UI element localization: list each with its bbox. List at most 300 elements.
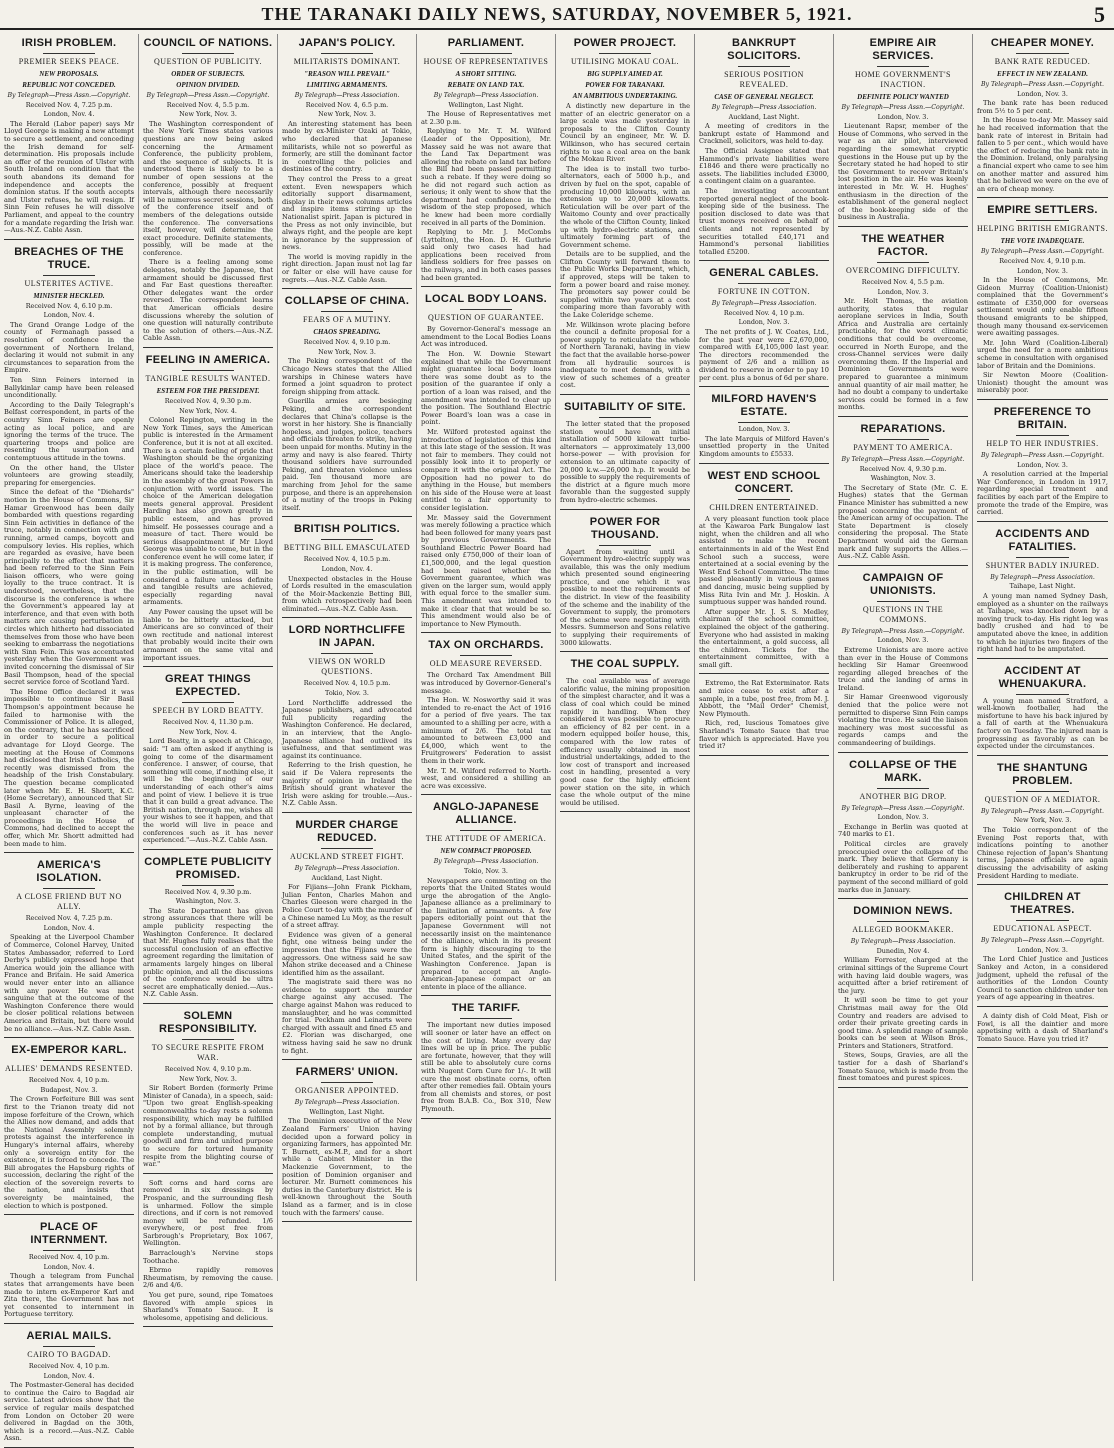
article-subhead: AN AMBITIOUS UNDERTAKING. xyxy=(572,92,678,100)
article-received: Received Nov. 4, 10.5 p.m. xyxy=(303,555,391,564)
article xyxy=(699,470,829,675)
headline-rule xyxy=(1016,557,1068,558)
article-subhead: EFFECT IN NEW ZEALAND. xyxy=(997,70,1088,78)
article xyxy=(838,572,968,753)
article-byline: By Telegraph—Press Association. xyxy=(294,1099,400,1107)
headline-rule xyxy=(738,66,790,67)
article-byline: By Telegraph—Press Assn.—Copyright. xyxy=(841,456,965,463)
article-dateline: London, Nov. 3. xyxy=(877,287,929,296)
article-paragraph: The Hon. W. Downie Stewart explained that while the Government might guarantee local body loans there was some doubt as to the position of the guarantee if only a portion of a loan was raised, and the amendment was intended to clear up the position. The Southland Electric Power Board's loan was a case in point. xyxy=(421,350,551,427)
article-headline: EX-EMPEROR KARL. xyxy=(11,1044,127,1057)
article-divider xyxy=(838,1087,968,1088)
article-paragraph: The world is moving rapidly in the right direction. Japan must not lag far or falter or else will have cause for regrets.—Aus.-N.Z. Cable Assn. xyxy=(282,252,412,284)
article-paragraph: The Peking correspondent of the Chicago News states that the Allied warships in Chinese waters have formed a joint squadron to protect foreign shipping from attack. xyxy=(282,357,412,396)
headline-rule xyxy=(877,788,929,789)
article-paragraph: The investigating accountant reported general neglect of the book-keeping side of the business. The position disclosed to date was that trust moneys received on behalf of clients and not represented by securities totalled £40,171 and Hammond's personal liabilities totalled £5200. xyxy=(699,186,829,256)
article xyxy=(282,1066,412,1222)
article-subhead: MILITARISTS DOMINANT. xyxy=(293,57,401,66)
article-subhead: FEARS OF A MUTINY. xyxy=(303,315,391,325)
article xyxy=(838,759,968,900)
article-headline: ACCIDENT AT WHENUAKURA. xyxy=(998,664,1087,690)
article-paragraph: Lord Northcliffe addressed the Japanese publishers, and advocated full publicity regarding the Washington Conference. He declared, in an interview, that the Anglo-Japanese alliance had outlived its usefulness, and that sentiment was against its continuance. xyxy=(282,698,412,760)
article-divider xyxy=(421,286,551,287)
article-paragraph: The Herald (Labor paper) says Mr Lloyd George is making a new attempt to secure a settlement, and conceding the Irish demand for self-determination. His proposals include an offer of the reunion of Ulster with South Ireland on condition that the south abandons its demand for independence and accepts the dominion status. If the south accepts and Ulster refuses, he will resign. If Sinn Fein refuses he will dissolve Parliament, and appeal to the country for a mandate regarding the Irish war.—Aus.-N.Z. Cable Assn. xyxy=(4,119,134,235)
article-subhead: PREMIER SEEKS PEACE. xyxy=(18,57,120,66)
article-paragraph: Mr. Wilkinson wrote placing before the council a definite proposal for a power supply to reticulate the whole of Northern Taranaki, having in view the fact that the available horse-power from all hydraulic sources is inadequate to meet demands, with a view of such schemes of a greater cost. xyxy=(560,320,691,390)
article-headline: FEELING IN AMERICA. xyxy=(145,354,271,366)
article-received: Received Nov. 4, 11.30 p.m. xyxy=(162,718,254,727)
article-headline: BRITISH POLITICS. xyxy=(294,523,400,536)
headline-rule xyxy=(321,311,373,312)
article-paragraph: By Governor-General's message an amendment to the Local Bodies Loans Act was introduced. xyxy=(421,325,551,349)
article-paragraph: Replying to Mr. J. McCombs (Lyttelton), the Hon. D. H. Guthrie said only two cases had had applications been received from landless soldiers for free passes on the railways, and in both cases passes had been granted. xyxy=(421,228,551,282)
article-headline: AERIAL MAILS. xyxy=(26,1330,112,1342)
article-paragraph: Speaking at the Liverpool Chamber of Commerce, Colonel Harvey, United States Ambassador, referred to Lord Derby's publicly expressed hope that America would join the alliance with France and Britain. He said America would never enter into an alliance with any power. He was most sanguine that at the outcome of the Washington Conference there would be closer political relations between America and Britain, but there would be no alliance.—Aus.-N.Z. Cable Assn. xyxy=(4,933,134,1033)
article-received: Received Nov. 4, 5.5 p.m. xyxy=(861,277,945,286)
headline-rule xyxy=(43,1250,95,1251)
article-subhead: "REASON WILL PREVAIL" xyxy=(304,70,390,78)
article-paragraph: A very pleasant function took place at the Kawaroa Park Bungalow last night, when the children and all who assisted to make the recent entertainments in aid of the West End School such a success, were entertained at a social evening by the West End School Committee. The time passed pleasantly in various games and dancing, music being supplied by Miss Rita Ivin and Mr. J. Hoskin. A sumptuous supper was handed round. xyxy=(699,514,829,607)
article-paragraph: You get pure, sound, ripe Tomatoes flavored with ample spices in Sharland's Tomato Sauce. It is wholesome, appetising and delicious. xyxy=(143,1291,273,1322)
article-headline: CHEAPER MONEY. xyxy=(990,37,1095,49)
article-divider xyxy=(282,516,412,517)
article-dateline: Auckland, Last Night. xyxy=(728,112,800,121)
article-divider xyxy=(838,416,968,417)
article xyxy=(4,1044,134,1215)
article-subhead: ULSTERITES ACTIVE. xyxy=(24,278,114,288)
headline-rule xyxy=(43,1060,95,1061)
article-paragraph: Colonel Repington, writing in the New York Times, says the American public is interested in the Armament Conference, but it is not at all excited. There is a certain feeling of pride that Washington should be the organizing place of the world's peace. The Americans should take the leadership in the assembly of the great Powers in conjunction with world issues. The choice of the American delegation meets general approval. President Harding has also grown greatly in public esteem, and has proved himself. He possesses courage and a measure of tact. There would be serious disappointment if Mr Lloyd George was unable to come, but in the conference event he will come later, if it is making progress. The conference, in the public estimation, will be considered a failure unless definite and tangible results are achieved, especially regarding naval armaments. xyxy=(143,416,273,607)
article xyxy=(143,1180,273,1328)
article-divider xyxy=(977,399,1108,400)
article-paragraph: Any Power causing the upset will be liable to be bitterly attacked, but Americans are so convinced of their own rectitude and national interest that probably would incite their own armament on the same vital and important issues. xyxy=(143,608,273,662)
column-7 xyxy=(834,34,973,1281)
article-divider xyxy=(560,509,690,510)
article xyxy=(699,393,829,463)
headline-rule xyxy=(43,888,95,889)
article-divider xyxy=(560,651,690,652)
article xyxy=(282,295,412,517)
page-number: 5 xyxy=(1094,2,1106,27)
article-dateline: London, Nov. 3. xyxy=(877,636,929,645)
article-subhead: SHUNTER BADLY INJURED. xyxy=(985,560,1100,570)
article-paragraph: The Postmaster-General has decided to continue the Cairo to Bagdad air service. Latest advices show that the service of regular mails despatched from London on October 20 were delivered in Bagdad on the 30th, which is a record.—Aus.-N.Z. Cable Assn. xyxy=(4,1381,134,1443)
headline-rule xyxy=(599,674,651,675)
article-subhead: POWER FOR TARANAKI. xyxy=(585,81,665,89)
article-paragraph: Rich, red, luscious Tomatoes give Sharland's Tomato Sauce that true flavor which is appreciated. Have you tried it? xyxy=(699,719,829,751)
article-byline: By Telegraph—Press Association. xyxy=(990,573,1095,581)
headline-rule xyxy=(877,66,929,67)
article-paragraph: The important new duties imposed will sooner or later have an effect on the cost of living. Many every day lines will be up in price. The public are fortunate, however, that they will still be able to absolutely cure corns with Nugent Corn Cure for 1/-. It will cure the most obstinate corns, often after other remedies fail. Obtain yours from all chemists and stores, or post free from B.A.B. Co., Box 310, New Plymouth. xyxy=(421,1021,551,1113)
article-headline: BREACHES OF THE TRUCE. xyxy=(14,245,124,271)
article-dateline: London, Nov. 3. xyxy=(1017,945,1068,954)
article-subhead: SPEECH BY LORD BEATTY. xyxy=(152,706,264,716)
article-divider xyxy=(282,1221,412,1222)
article-paragraph: The bank rate has been reduced from 5½ to 5 per cent. xyxy=(977,99,1108,115)
column-5 xyxy=(556,34,695,1281)
article-divider xyxy=(282,1059,412,1060)
article-subhead: OLD MEASURE REVERSED. xyxy=(429,659,543,669)
article-dateline: Dunedin, Nov 4. xyxy=(876,946,930,955)
article-paragraph: A dainty dish of Cold Meat, Fish or Fowl, is all the daintier and more appetising with a dash of Sharland's Tomato Sauce. Have you tried it? xyxy=(977,1011,1108,1043)
article-divider xyxy=(4,1214,134,1215)
article-dateline: London, Nov. 3. xyxy=(738,425,790,434)
article-dateline: London, Nov. 3. xyxy=(1017,460,1068,469)
article-headline: THE TARIFF. xyxy=(451,1002,521,1015)
article-headline: GREAT THINGS EXPECTED. xyxy=(165,673,251,699)
article-received: Received Nov. 4, 10 p.m. xyxy=(28,1362,110,1370)
article-byline: By Telegraph—Press Association. xyxy=(433,858,539,866)
article-paragraph: Ten Sinn Feiners interned in Ballykinlar camp have been released unconditionally. xyxy=(4,376,134,400)
article-divider xyxy=(421,995,551,996)
headline-rule xyxy=(182,53,234,54)
article-byline: By Telegraph—Press Association. xyxy=(850,938,956,946)
article-headline: POWER PROJECT. xyxy=(573,37,677,49)
article-received: Received Nov. 4, 10 p.m. xyxy=(28,1253,110,1262)
article-dateline: New York, Nov. 4. xyxy=(179,727,237,736)
article-paragraph: They control the Press to a great extent. Even newspapers which editorially support disarmament, display in their news columns articles and inspire items stirring up the Nationalist spirit. Japan is pictured in the Press as not only invincible, but always right, and the people are kept in ignorance by the suppression of news. xyxy=(282,174,412,252)
article xyxy=(4,859,134,1038)
article-headline: WEST END SCHOOL CONCERT. xyxy=(707,469,821,495)
article-headline: THE WEATHER FACTOR. xyxy=(861,232,945,258)
article xyxy=(4,1221,134,1324)
article xyxy=(421,1002,551,1118)
article-received: Received Nov. 4, 7.25 p.m. xyxy=(25,914,113,923)
headline-rule xyxy=(1016,694,1068,695)
article-divider xyxy=(282,288,412,289)
article-paragraph: The Dominion executive of the New Zealand Farmers' Union having decided upon a forward policy in organizing farmers, has appointed Mr. T. Burnett, ex-M.P., and for a short while a Cabinet Minister in the Mackenzie Government, to the position of Dominion organiser and lecturer. Mr. Burnett commences his duties in the Canterbury district. He is well-known throughout the South Island as a farmer, and is in close touch with the farmers' cause. xyxy=(282,1117,412,1217)
article-dateline: Taihape, Last Night. xyxy=(1009,582,1076,591)
article-subhead: HOUSE OF REPRESENTATIVES xyxy=(423,57,549,66)
article-byline: By Telegraph—Press Assn.—Copyright. xyxy=(7,92,131,99)
article-received: Received Nov. 4, 10 p.m. xyxy=(28,1076,110,1085)
article-divider xyxy=(977,884,1108,885)
headline-rule xyxy=(738,499,790,500)
article-headline: COLLAPSE OF CHINA. xyxy=(284,295,410,308)
article-received: Received Nov. 4, 5.5 p.m. xyxy=(166,100,250,109)
article-subhead: A CLOSE FRIEND BUT NO ALLY. xyxy=(16,892,122,912)
article-paragraph: Mr. John Ward (Coalition-Liberal) urged the need for a more ambitious scheme in consultation with organised labor of Britain and the Dominions. xyxy=(977,338,1108,370)
article-subhead: MINISTER HECKLED. xyxy=(33,291,105,300)
column-4 xyxy=(417,34,556,1281)
headline-rule xyxy=(321,53,373,54)
article-divider xyxy=(143,666,273,667)
article-paragraph: Political circles are gravely preoccupied over the collapse of the mark. They believe that Germany is deliberately and rushing to apparent bankruptcy in order to be rid of the payment of the second milliard of gold marks due in January. xyxy=(838,840,968,894)
article-divider xyxy=(699,673,829,674)
article-headline: IRISH PROBLEM. xyxy=(21,37,117,49)
article-divider xyxy=(838,226,968,227)
article-divider xyxy=(977,1006,1108,1007)
article xyxy=(560,516,690,653)
article-headline: DOMINION NEWS. xyxy=(853,905,953,918)
article-paragraph: The late Marquis of Milford Haven's unsettled property in the United Kingdom amounts to £5533. xyxy=(699,434,829,458)
article-dateline: London, Nov. 4. xyxy=(321,564,373,573)
article-paragraph: Apart from waiting until a Government hydro-electric supply was available, this was the only medium which presented sound engineering practice, and one which it was possible to meet the requirements of the district. In view of the feasibility of the scheme and the inability of the Government to supply, the promoters of the scheme were negotiating with Messrs. Summerson and Sons relative to supplying their requirements of 3000 kilowatts. xyxy=(560,547,690,647)
headline-rule xyxy=(877,921,929,922)
article-paragraph: The Official Assignee stated that Hammond's private liabilities were £1846 and there were practically no assets. The liabilities included £3000, a contingent claim on a guarantee. xyxy=(699,146,829,186)
article xyxy=(4,37,134,240)
article-headline: AMERICA'S ISOLATION. xyxy=(36,859,102,885)
article-headline: LORD NORTHCLIFFE IN JAPAN. xyxy=(288,624,406,650)
article-subhead: TO SECURE RESPITE FROM WAR. xyxy=(151,1043,265,1062)
article-received: Received Nov. 4, 7.25 p.m. xyxy=(25,100,113,109)
article-divider xyxy=(282,812,412,813)
article-paragraph: Since the defeat of the "Diehards" motion in the House of Commons, Sir Hamar Greenwood has been daily bombarded with questions regarding Sinn Fein activities in defiance of the truce, notably in connection with gun running, armed camps, boycott and compulsory levies. His replies, which are regarded as evasive, have been principally to the effect that matters had been referred to the Sinn Fein liaison officers, who were going loyally to the truce contract. It is understood, nevertheless, that the discourse is the conference is where the Government's appeared lay at interference, and that even with both matters are causing perturbation in circles which hitherto had dissociated themselves from those who have been seeking to embarrass the negotiations with Sinn Fein. This was accentuated yesterday when the Government was invited concerning the dismissal of Sir Basil Thompson, head of the special secret service force of Scotland Yard. xyxy=(4,488,134,687)
article xyxy=(977,665,1108,756)
article-dateline: London, Nov. 4. xyxy=(43,311,95,320)
article-subhead: ANOTHER BIG DROP. xyxy=(859,791,947,801)
article-paragraph: The coal available was of average calorific value, the mining proposition of the simplest character, and it was a class of coal which could be mined rapidly in handling. When they considered it was possible to procure an efficiency of 82 per cent. in a modern equipped boiler house, this, compared with the low rates of efficiency usually obtained in most industrial undertakings, added to the low cost of transport and increased cost in handling, presented a very good case for the highly efficient power station on the site, in which case the whole output of the mine would be utilised. xyxy=(560,677,690,807)
article-dateline: Budapest, Nov. 3. xyxy=(40,1085,98,1094)
article xyxy=(560,37,690,395)
article xyxy=(838,905,968,1088)
article-subhead: A SHORT SITTING. xyxy=(455,70,517,78)
headline-rule xyxy=(460,655,512,656)
article-headline: BANKRUPT SOLICITORS. xyxy=(727,37,801,62)
article-subhead: DEFINITE POLICY WANTED xyxy=(857,93,949,101)
article-dateline: London, Nov. 4. xyxy=(43,923,95,932)
article-paragraph: In the House to-day Mr. Massey said he had received information that the bank rate of interest in Britain had fallen to 5 per cent., which would have the effect of reducing the bank rate in the Dominion. Ireland, only paralysing a financial expert who came to see him on another matter and assured him that he believed we were on the eve of an era of cheap money. xyxy=(977,116,1108,193)
article-divider xyxy=(838,898,968,899)
article-paragraph: After supper Mr. J. S. S. Medley, chairman of the school committee, explained the object of the gathering. Everyone who had assisted in making the entertainment, a gold success, all the children. Tickets for the entertainment committee, with a small gift. xyxy=(699,607,829,669)
article-headline: EMPIRE AIR SERVICES. xyxy=(869,37,937,62)
article-headline: JAPAN'S POLICY. xyxy=(298,37,396,49)
headline-rule xyxy=(43,1346,95,1347)
article-byline: By Telegraph—Press Association. xyxy=(433,92,539,99)
article-paragraph: Exchange in Berlin was quoted at 740 marks to £1. xyxy=(838,822,968,839)
article-headline: MILFORD HAVEN'S ESTATE. xyxy=(711,393,817,419)
article-divider xyxy=(143,347,273,348)
headline-rule xyxy=(182,702,234,703)
article-byline: By Telegraph—Press Association. xyxy=(711,104,817,111)
article xyxy=(977,406,1108,522)
article-headline: SUITABILITY OF SITE. xyxy=(564,400,686,413)
article-divider xyxy=(838,565,968,566)
article-paragraph: Extreme Unionists are more active than ever in the House of Commons heckling Sir Hamar Greenwood regarding alleged breaches of the truce and the landing of arms in Ireland. xyxy=(838,645,968,692)
article xyxy=(421,639,551,795)
article-dateline: London, Nov. 4. xyxy=(43,1262,95,1271)
article-byline: By Telegraph—Press Assn.—Copyright. xyxy=(980,937,1104,945)
article-paragraph: Barraclough's Nervine stops Toothache. xyxy=(143,1249,273,1265)
article-paragraph: Stews, Soups, Gravies, are all the tastier for a dash of Sharland's Tomato Sauce, which is made from the finest tomatoes and purest spices. xyxy=(838,1051,968,1083)
headline-rule xyxy=(460,1018,512,1019)
article-byline: By Telegraph—Press Assn.—Copyright. xyxy=(980,248,1104,256)
article-divider xyxy=(421,1118,551,1119)
article-dateline: New York, Nov. 4. xyxy=(179,406,237,415)
article-byline: By Telegraph—Press Assn.—Copyright. xyxy=(980,807,1104,815)
headline-rule xyxy=(599,545,651,546)
article-paragraph: William Forrester, charged at the criminal sittings of the Supreme Court with having laid double wagers, was acquitted after a brief retirement of the jury. xyxy=(838,956,968,995)
article-paragraph: The Home Office declared it was impossible to continue Sir Basil Thompson's appointment because he failed to harmonise with the Commissioner of Police. It is alleged, on the contrary, that he has sacrificed in order to secure a political advantage for Lloyd George. The meeting at the House of Commons had disclosed that Irish Catholics, the recently was dismissed from the headship of the Irish Constabulary. The question became complicated later when Mr. E. H. Shortt, K.C. (Home Secretary), announced that Sir Basil A. Byrne, leaving of the unpleasant character of the proceedings in the House of Commons, had declined to accept the offer, which Mr. Shortt admitted had been made to him. xyxy=(4,687,134,848)
article-divider xyxy=(4,1037,134,1038)
article-headline: EMPIRE SETTLERS. xyxy=(987,204,1098,217)
headline-rule xyxy=(738,283,790,284)
article-paragraph: The Tokio correspondent of the Evening Post reports that, with indications pointing to another Chinese rejection of Japan's Shantung terms, Japanese officials are again discussing the advisability of asking President Harding to mediate. xyxy=(977,826,1108,880)
article-paragraph: Though a telegram from Funchal states that arrangements have been made to intern ex-Emperor Karl and Zita there, the Government has not yet consented to internment in Portuguese territory. xyxy=(4,1272,134,1319)
article-paragraph: A young man named Sydney Dash, employed as a shunter on the railways at Taihape, was knocked down by a moving truck to-day. His right leg was badly crushed and had to be amputated above the knee, in addition to which he injuries two fingers of the right hand had to be amputated. xyxy=(977,591,1108,654)
headline-rule xyxy=(321,539,373,540)
article-headline: CAMPAIGN OF UNIONISTS. xyxy=(862,571,944,597)
article-paragraph: A meeting of creditors in the bankrupt estate of Hammond and Cracknell, solicitors, was held to-day. xyxy=(699,122,829,146)
article-paragraph: The Grand Orange Lodge of the county of Fermanagh passed a resolution of confidence in the government of Northern Ireland, declaring it would not submit in any circumstances to separation from the Empire. xyxy=(4,320,134,375)
article-paragraph: The State Department has given strong assurances that there will be ample publicity respecting the Washington Conference. It declared that Mr. Hughes fully realises that the successful conclusion of an effective agreement regarding the limitation of armaments largely hinges on liberal public opinion, and all the discussions of the conference would be ultra secret are emphatically denied.—Aus.-N.Z. Cable Assn. xyxy=(143,906,273,999)
article-byline: By Telegraph—Press Assn.—Copyright. xyxy=(841,104,965,111)
article-dateline: London, Nov. 4. xyxy=(43,1371,95,1380)
article-paragraph: The idea is to install two turbo-alternators, each of 5000 h.p., and driven by fuel on the spot, capable of producing 10,000 kilowatts, with an extension up to 20,000 kilowatts. Reticulation will be over part of the Waitomo County and over practically the whole of the Clifton County, linked up with hydro-electric stations, and ultimately forming part of the Government scheme. xyxy=(560,164,690,249)
article-byline: By Telegraph—Press Assn.—Copyright. xyxy=(980,81,1104,88)
article-divider xyxy=(977,755,1108,756)
article-divider xyxy=(143,849,273,850)
article-paragraph: Mr. Holt Thomas, the aviation authority, states that regular aeroplane services in India, South Africa and Australia are certainly practicable, for the worst climatic conditions that could be overcome, occurred in North Europe, and the cross-Channel services were daily overcoming them. If the Imperial and Dominion Governments were prepared to guarantee a minimum annual quantity of air mail matter, he had no doubt a company to undertake services could be formed in a few months. xyxy=(838,297,968,412)
article-divider xyxy=(977,658,1108,659)
article-received: Received Nov. 4, 9.30 p.m. xyxy=(164,397,252,405)
article-headline: TAX ON ORCHARDS. xyxy=(428,639,544,652)
article-subhead: BETTING BILL EMASCULATED xyxy=(283,543,411,553)
article-divider xyxy=(699,463,829,464)
article-received: Received Nov. 4, 9.10 p.m. xyxy=(999,256,1086,265)
article-paragraph: Mr. Massey said the Government was merely following a practice which had been followed for many years past by previous Governments. The Southland Electric Power Board had raised only £750,000 of their loan of £1,500,000, and the legal question had been raised whether the Government guarantee, which was given on the larger sum, would apply with equal force to the smaller sum. This amendment was intended to make it clear that that would be so. This amendment would also be of importance to New Plymouth. xyxy=(421,513,551,628)
article xyxy=(699,267,829,387)
article-headline: POWER FOR THOUSAND. xyxy=(589,515,661,541)
article-paragraph: Referring to the Irish question, he said if De Valera represents the majority of opinion in Ireland the British should grant whatever the Irish were asking for trouble.—Aus.-N.Z. Cable Assn. xyxy=(282,761,412,808)
article-divider xyxy=(560,394,690,395)
headline-rule xyxy=(182,370,234,371)
article-subhead: HELP TO HER INDUSTRIES. xyxy=(986,439,1099,448)
article-subhead: LIMITING ARMAMENTS. xyxy=(306,81,388,89)
article-paragraph: Guerilla armies are besieging Peking, and the correspondent declares that China's collapse is the worst in her history. She is financially hopeless, and judges, police, teachers and officials threaten to strike, having been unpaid for months. Mutiny in the army and navy is also feared. Thirty thousand soldiers have surrounded Peking, and threaten violence unless paid. Ten thousand more are marching from Jehol for the same purpose, and there is an apprehension of a mutiny of the troops in Peking itself. xyxy=(282,397,412,512)
article-subhead: QUESTION OF GUARANTEE. xyxy=(427,313,545,323)
article-headline: CHILDREN AT THEATRES. xyxy=(1004,891,1081,917)
article-subhead: TANGIBLE RESULTS WANTED. xyxy=(145,374,271,383)
masthead xyxy=(0,0,1114,30)
article xyxy=(977,891,1108,1007)
article-subhead: QUESTION OF PUBLICITY. xyxy=(154,57,262,66)
article-dateline: New York, Nov. 3. xyxy=(1013,816,1072,825)
article-headline: REPARATIONS. xyxy=(860,423,946,435)
headline-rule xyxy=(1016,220,1068,221)
newspaper-columns xyxy=(0,34,1114,1443)
headline-rule xyxy=(321,653,373,654)
article-divider xyxy=(4,1323,134,1324)
article xyxy=(838,37,968,227)
article-headline: FARMERS' UNION. xyxy=(295,1066,399,1079)
article xyxy=(143,856,273,1004)
article-paragraph: Mr. Wilford protested against the introduction of legislation of this kind at this late stage of the session. It was not fair to members. They could not possibly look into it to properly or compare it with the original Act. The Opposition had no power to do anything in the House, but members on his side of the House were at least entitled to a fair opportunity to consider legislation. xyxy=(421,427,551,512)
article-subhead: SERIOUS POSITION REVEALED. xyxy=(724,70,804,89)
article-paragraph: According to the Daily Telegraph's Belfast correspondent, in parts of the country Sinn Feiners are openly acting as local police, and are ignoring the terms of the truce. The quartering troops and police are resenting the usurpation and contemptuous attitude in the towns. xyxy=(4,400,134,462)
article-received: Received Nov. 4, 6.10 p.m. xyxy=(25,301,113,310)
article-dateline: London, Nov. 3. xyxy=(738,318,790,327)
article-byline: By Telegraph—Press Association. xyxy=(711,300,817,308)
article-paragraph: Details are to be supplied, and the Clifton County will forward them to the Public Works Department, which, if approved, steps will be taken to form a power board and raise money. The promoters say power could be supplied within two years at a cost comparing more than favorably with the Lake Coleridge scheme. xyxy=(560,250,690,320)
article-subhead: CASE OF GENERAL NEGLECT. xyxy=(714,93,814,101)
article-paragraph: Extremo, the Rat Exterminator. Rats and mice cease to exist after a sample, in a tube, post free, from M. J. Abbott, the "Mail Order" Chemist, New Plymouth. xyxy=(699,679,829,718)
article-divider xyxy=(4,852,134,853)
article-subhead: BIG SUPPLY AIMED AT. xyxy=(587,70,663,78)
article-received: Received Nov. 4, 10 p.m. xyxy=(723,308,805,317)
article-byline: By Telegraph—Press Assn.—Copyright. xyxy=(146,92,270,99)
article xyxy=(838,233,968,417)
article-paragraph: Mr. T. M. Wilford referred to North-west, and considered a shilling an acre was excessive. xyxy=(421,766,551,790)
article-headline: PARLIAMENT. xyxy=(447,37,525,49)
article-subhead: OVERCOMING DIFFICULTY. xyxy=(845,265,961,275)
article-dateline: Wellington, Last Night. xyxy=(448,100,524,109)
article-paragraph: There is a feeling among some delegates, notably the Japanese, that armament should be discussed first and Far East questions thereafter. Other delegates want the order reversed. The correspondent learns that American officials desire discussions whereby the solution of one question will naturally contribute to the solution of others.—Aus.-N.Z. Cable Assn. xyxy=(143,258,273,343)
headline-rule xyxy=(460,309,512,310)
article-byline: By Telegraph—Press Association. xyxy=(294,864,400,872)
article-paragraph: The Crown Forfeiture Bill was sent first to the Trianon treaty did not impose forfeiture of the Crown, which the Allies now demand, and adds that the National Assembly solemnly protests against the interference in Hungary's internal affairs, whereby only a sovereign entity for the existence, it is forced to concede. The Bill abrogates the Hapsburg rights of succession, declaring the right of the election of the sovereign reverts to the nation, and insists that sovereignty be maintained, the election to which is postponed. xyxy=(4,1095,134,1210)
article-dateline: Auckland, Last Night. xyxy=(311,873,383,882)
article-paragraph: The letter stated that the proposed station would have an initial installation of 5000 kilowatt turbo-alternators — approximately 13,000 horse-power — with provision for extension to an ultimate capacity of 20,000 k.w.—26,000 h.p. It would be possible to supply the requirements of the district at a figure much more favorable than the suggested supply from hydro-electric schemes. xyxy=(560,419,690,504)
article xyxy=(699,37,829,261)
article-paragraph: Unexpected obstacles in the House of Lords resulted in the emasculation of the Moir-Mackenzie Betting Bill, from which retrospectively had been eliminated.—Aus.-N.Z. Cable Assn. xyxy=(282,574,412,613)
article-paragraph: A resolution carried at the Imperial War Conference, in London in 1917, regarding special treatment and facilities by each part of the Empire to promote the trade of the Empire, was carried. xyxy=(977,470,1108,517)
article-headline: SOLEMN RESPONSIBILITY. xyxy=(158,1010,258,1035)
article xyxy=(421,801,551,996)
article-divider xyxy=(282,617,412,618)
article-subhead: THE ATTITUDE OF AMERICA. xyxy=(425,834,547,844)
article xyxy=(977,1013,1108,1048)
article-subhead: PAYMENT TO AMERICA. xyxy=(853,443,953,452)
article-headline: PREFERENCE TO BRITAIN. xyxy=(993,406,1092,431)
article-divider xyxy=(143,1326,273,1327)
article-paragraph: A distinctly new departure in the matter of an electric generator on a large scale was made yesterday in proposals to the Clifton County Council by an engineer, Mr. W. D. Wilkinson, who has secured certain rights to use a coal area on the bank of the Mokau River. xyxy=(560,102,690,164)
article xyxy=(282,819,412,1060)
article-subhead: HOME GOVERNMENT'S INACTION. xyxy=(855,70,951,89)
article xyxy=(4,246,134,854)
article-divider xyxy=(699,386,829,387)
article-byline: By Telegraph—Press Association. xyxy=(294,92,400,99)
article-dateline: London, Nov. 3. xyxy=(877,112,929,121)
article-headline: COLLAPSE OF THE MARK. xyxy=(849,758,957,784)
article-paragraph: Ebrmo rapidly removes Rheumatism, by removing the cause. 2/6 and 4/6. xyxy=(143,1266,273,1290)
article-divider xyxy=(699,260,829,261)
article xyxy=(282,37,412,289)
article-subhead: QUESTIONS IN THE COMMONS. xyxy=(862,604,944,624)
article-headline: GENERAL CABLES. xyxy=(709,267,819,280)
article xyxy=(282,624,412,813)
article-paragraph: Sir Newton Moore (Coalition-Unionist) thought the amount was miserably poor. xyxy=(977,371,1108,395)
article-byline: By Telegraph—Press Assn.—Copyright. xyxy=(980,452,1104,459)
article-divider xyxy=(560,811,690,812)
headline-rule xyxy=(460,830,512,831)
headline-rule xyxy=(599,417,651,418)
article-divider xyxy=(421,794,551,795)
article-subhead: FORTUNE IN COTTON. xyxy=(717,287,811,297)
headline-rule xyxy=(738,422,790,423)
headline-rule xyxy=(321,848,373,849)
article-divider xyxy=(977,197,1108,198)
article-dateline: Washington, Nov. 3. xyxy=(870,474,936,483)
article-paragraph: In the House of Commons, Mr. Gideon Murray (Coalition-Unionist) complained that the Government's estimate of £350,000 for overseas settlement would only enable fifteen thousand emigrants to be shipped, though many thousand ex-servicemen were awaiting passages. xyxy=(977,276,1108,338)
article-subhead: CHAOS SPREADING. xyxy=(313,328,381,337)
article-paragraph: Evidence was given of a general fight, one witness being under the impression that the Fijians were the aggressors. One witness said he saw Mahon strike deceased and a Chinese identified him as the assailant. xyxy=(282,930,412,977)
article-dateline: London, Nov. 3. xyxy=(877,813,929,822)
article-received: Received Nov. 4, 9.10 p.m. xyxy=(164,1065,252,1073)
article-dateline: Tokio, Nov. 3. xyxy=(325,689,369,698)
article xyxy=(143,37,273,348)
article xyxy=(282,523,412,618)
article xyxy=(4,1330,134,1448)
article xyxy=(977,528,1108,659)
article-received: Received Nov. 4, 9.30 p.m. xyxy=(164,887,252,896)
headline-rule xyxy=(321,1082,373,1083)
column-1 xyxy=(0,34,139,1443)
article-paragraph: Lieutenant Rapsr, member of the House of Commons, who served in the war as an air pilot, interviewed regarding the somewhat cryptic questions in the House put up by the Secretary stated he had hoped to stir the Government to recover Britain's lost position in the air. He was keenly interested in Mr. W. H. Hughes' enthusiasm in the direction of the establishment of the general neglect of the book-keeping side of the business in Australia. xyxy=(838,122,968,222)
article-paragraph: Sir Hamar Greenwood vigorously denied that the police were not permitted to disperse Sinn Fein camps violating the truce. He said the liaison machinery was most successful as regards camps and the commandeering of buildings. xyxy=(838,693,968,748)
article xyxy=(143,1010,273,1174)
article-dateline: New York, Nov. 3. xyxy=(179,110,237,119)
